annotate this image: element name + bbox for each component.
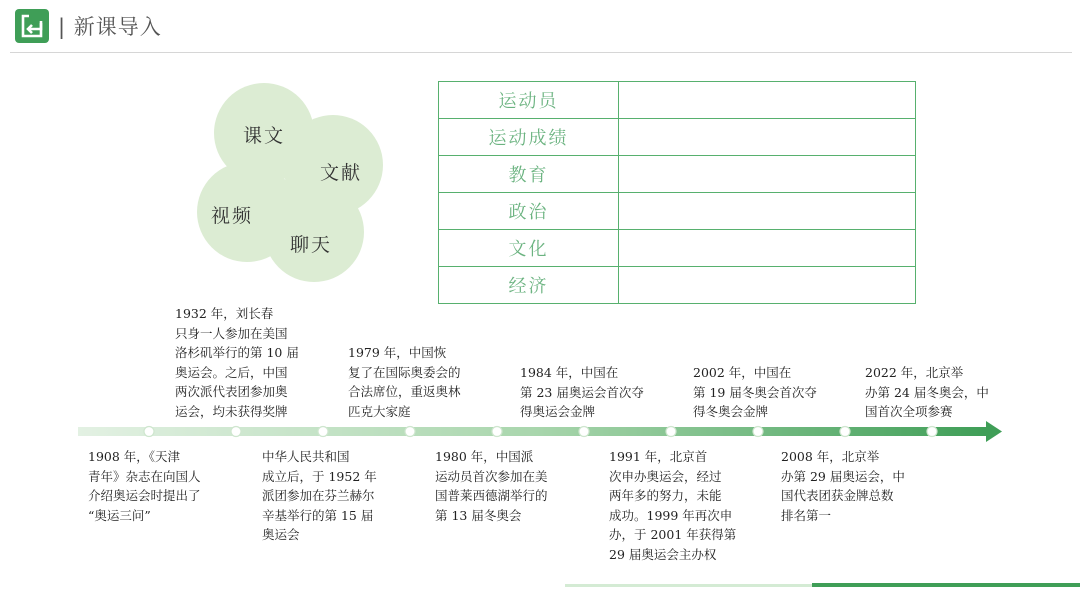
timeline-dot [492,427,502,437]
table-row-label: 文化 [439,230,619,266]
timeline-dot [927,427,937,437]
timeline-event: 1979 年，中国恢 复了在国际奥委会的 合法席位，重返奥林 匹克大家庭 [348,345,461,419]
timeline-dot [840,427,850,437]
timeline-dot [405,427,415,437]
timeline-event: 1980 年，中国派 运动员首次参加在美 国普莱西德湖举行的 第 13 届冬奥会 [435,449,548,523]
timeline-event: 1991 年，北京首 次申办奥运会，经过 两年多的努力，未能 成功。1999 年再次申 办，于 2001 年获得第 29 届奥运会主办权 [609,449,737,562]
timeline-dot [666,427,676,437]
petal-label: 文献 [320,162,363,184]
table-row-label: 运动成绩 [439,119,619,155]
timeline-event: 2008 年，北京举 办第 29 届奥运会，中 国代表团获金牌总数 排名第一 [781,449,905,523]
table-row-label: 运动员 [439,82,619,118]
footer-bar-light [565,584,815,587]
timeline-dot [231,427,241,437]
timeline-event: 2002 年，中国在 第 19 届冬奥会首次夺 得冬奥会金牌 [693,365,817,419]
table-row-label: 经济 [439,267,619,303]
timeline-event: 1908 年，《天津 青年》杂志在向国人 介绍奥运会时提出了 “奥运三问” [88,449,201,523]
petal-label: 课文 [243,125,286,147]
table-row-label: 教育 [439,156,619,192]
timeline-event: 2022 年，北京举 办第 24 届冬奥会，中 国首次全项参赛 [865,365,989,419]
table-row-label: 政治 [439,193,619,229]
timeline-event: 中华人民共和国 成立后，于 1952 年 派团参加在芬兰赫尔 辛基举行的第 15 届 奥运会 [262,449,377,542]
timeline-dot [579,427,589,437]
timeline-dot [753,427,763,437]
petal-label: 视频 [211,205,254,227]
page-title: | 新课导入 [58,15,162,39]
timeline-event: 1984 年，中国在 第 23 届奥运会首次夺 得奥运会金牌 [520,365,644,419]
timeline-dot [318,427,328,437]
timeline-event: 1932 年，刘长春 只身一人参加在美国 洛杉矶举行的第 10 届 奥运会。之后，中国 两次派代表团参加奥 运会，均未获得奖牌 [175,306,299,419]
petal-label: 聊天 [290,234,333,256]
timeline-dot [144,427,154,437]
footer-bar-dark [812,583,1080,587]
